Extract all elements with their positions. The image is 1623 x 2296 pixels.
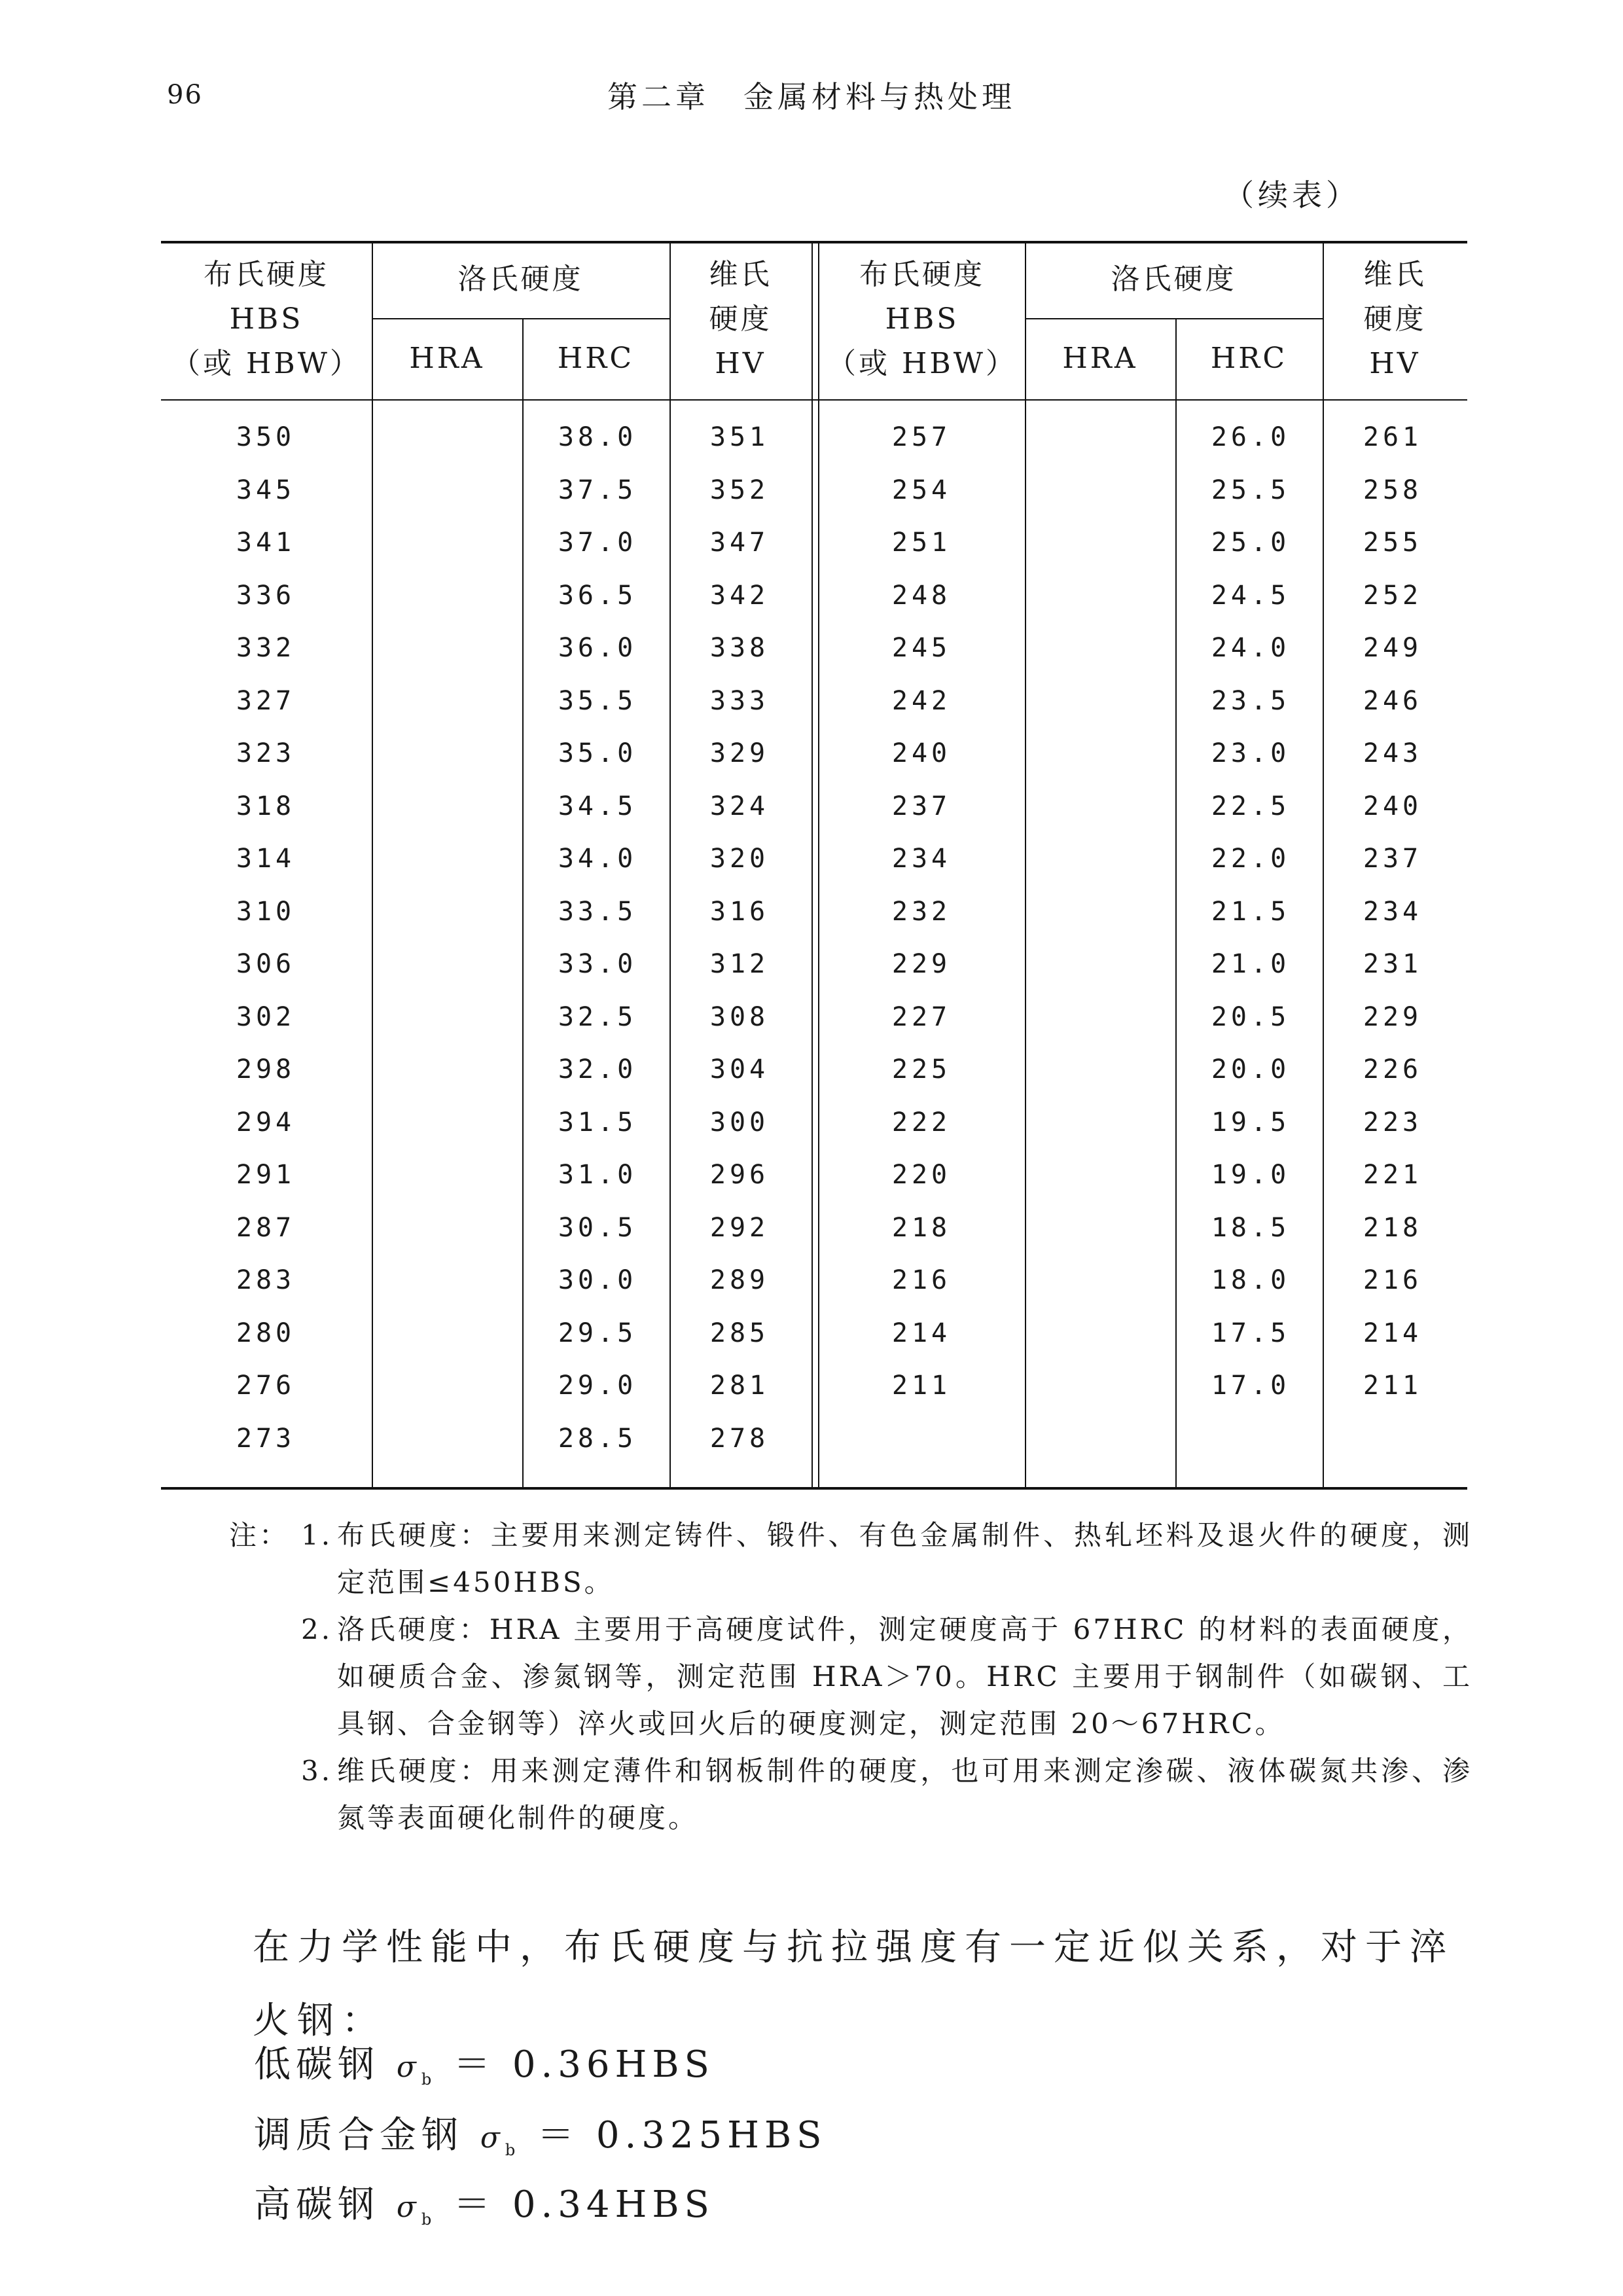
cell-hv: 258 [1363, 475, 1423, 505]
cell-hrc: 38.0 [558, 422, 637, 452]
header-hbs-line1: 布氏硬度 [204, 258, 329, 291]
cell-hbs: 280 [236, 1318, 296, 1348]
sigma-symbol: σ [480, 2121, 505, 2155]
cell-hbs: 257 [891, 422, 952, 452]
formula-expression: ＝ 0.325HBS [537, 2114, 827, 2157]
cell-hbs: 220 [891, 1160, 952, 1190]
cell-hrc: 35.0 [558, 738, 637, 768]
cell-hrc: 18.0 [1211, 1265, 1291, 1295]
cell-hrc: 30.0 [558, 1265, 637, 1295]
cell-hbs: 298 [236, 1054, 296, 1085]
cell-hrc: 36.0 [558, 633, 637, 663]
header-hbs-line3: （或 HBW） [827, 347, 1017, 380]
cell-hv: 261 [1363, 422, 1423, 452]
cell-hv: 226 [1363, 1054, 1423, 1085]
note-number: 1. [301, 1519, 333, 1551]
note-number: 2. [301, 1613, 333, 1645]
cell-hbs: 294 [236, 1107, 296, 1138]
cell-hbs: 314 [236, 844, 296, 874]
cell-hv: 308 [709, 1001, 770, 1032]
cell-hv: 229 [1363, 1001, 1423, 1032]
cell-hrc: 17.5 [1211, 1318, 1291, 1348]
cell-hrc: 37.0 [558, 528, 637, 558]
cell-hbs: 211 [891, 1371, 952, 1401]
header-hv-line3: HV [1369, 347, 1421, 380]
cell-hbs: 225 [891, 1054, 952, 1085]
cell-hrc: 19.5 [1211, 1107, 1291, 1138]
cell-hrc: 20.5 [1211, 1001, 1291, 1032]
cell-hrc: 33.5 [558, 896, 637, 927]
cell-hbs: 276 [236, 1371, 296, 1401]
cell-hbs: 216 [891, 1265, 952, 1295]
note-item [229, 1606, 1472, 1748]
cell-hbs: 227 [891, 1001, 952, 1032]
cell-hv: 320 [709, 844, 770, 874]
cell-hv: 304 [709, 1054, 770, 1085]
cell-hv: 218 [1363, 1212, 1423, 1243]
sigma-subscript: b [505, 2141, 521, 2159]
cell-hrc: 26.0 [1211, 422, 1291, 452]
cell-hv: 285 [709, 1318, 770, 1348]
cell-hrc: 24.0 [1211, 633, 1291, 663]
cell-hbs: 214 [891, 1318, 952, 1348]
cell-hbs: 310 [236, 896, 296, 927]
cell-hrc: 23.5 [1211, 685, 1291, 716]
header-hra: HRA [1062, 342, 1138, 375]
cell-hrc: 34.5 [558, 791, 637, 821]
cell-hbs: 234 [891, 844, 952, 874]
cell-hrc: 29.0 [558, 1371, 637, 1401]
cell-hbs: 327 [236, 685, 296, 716]
cell-hbs: 240 [891, 738, 952, 768]
cell-hrc: 21.5 [1211, 896, 1291, 927]
cell-hrc: 18.5 [1211, 1212, 1291, 1243]
cell-hbs: 229 [891, 949, 952, 979]
sigma-symbol: σ [396, 2051, 421, 2084]
cell-hbs: 318 [236, 791, 296, 821]
continued-label: （续表） [1224, 177, 1360, 213]
header-hv-line2: 硬度 [1363, 302, 1427, 336]
header-hv-line2: 硬度 [709, 302, 772, 336]
formula-expression: ＝ 0.34HBS [454, 2183, 715, 2226]
cell-hrc: 32.0 [558, 1054, 637, 1085]
sigma-symbol: σ [396, 2191, 421, 2224]
note-text: 洛氏硬度：HRA 主要用于高硬度试件，测定硬度高于 67HRC 的材料的表面硬度，如硬质合金、渗氮钢等，测定范围 HRA＞70。HRC 主要用于钢制件（如碳钢、工具钢、合金钢等）淬火或回火后的硬度测定，测定范围 20～67HRC。 [337, 1613, 1472, 1740]
cell-hv: 243 [1363, 738, 1423, 768]
cell-hrc: 24.5 [1211, 580, 1291, 611]
note-item [229, 1748, 1472, 1842]
cell-hbs: 251 [891, 528, 952, 558]
cell-hv: 316 [709, 896, 770, 927]
note-text: 维氏硬度：用来测定薄件和钢板制件的硬度，也可用来测定渗碳、液体碳氮共渗、渗氮等表面硬化制件的硬度。 [337, 1755, 1472, 1834]
header-rockwell: 洛氏硬度 [457, 262, 584, 296]
cell-hbs: 341 [236, 528, 296, 558]
cell-hv: 342 [709, 580, 770, 611]
cell-hrc: 32.5 [558, 1001, 637, 1032]
cell-hrc: 35.5 [558, 685, 637, 716]
paragraph-text: 在力学性能中，布氏硬度与抗拉强度有一定近似关系，对于淬火钢： [253, 1926, 1454, 2042]
cell-hbs: 287 [236, 1212, 296, 1243]
cell-hrc: 25.5 [1211, 475, 1291, 505]
cell-hv: 329 [709, 738, 770, 768]
cell-hrc: 33.0 [558, 949, 637, 979]
cell-hv: 231 [1363, 949, 1423, 979]
header-hbs-line1: 布氏硬度 [859, 258, 985, 291]
formula-expression: ＝ 0.36HBS [454, 2043, 715, 2086]
cell-hbs: 232 [891, 896, 952, 927]
cell-hbs: 345 [236, 475, 296, 505]
cell-hv: 278 [709, 1423, 770, 1454]
table-notes [229, 1512, 1472, 1842]
cell-hbs: 350 [236, 422, 296, 452]
cell-hv: 338 [709, 633, 770, 663]
cell-hv: 246 [1363, 685, 1423, 716]
cell-hbs: 242 [891, 685, 952, 716]
header-hv-line1: 维氏 [1363, 258, 1427, 291]
cell-hv: 333 [709, 685, 770, 716]
cell-hbs: 245 [891, 633, 952, 663]
cell-hv: 237 [1363, 844, 1423, 874]
cell-hbs: 283 [236, 1265, 296, 1295]
note-number: 3. [301, 1755, 333, 1787]
cell-hbs: 336 [236, 580, 296, 611]
cell-hrc: 22.5 [1211, 791, 1291, 821]
cell-hrc: 19.0 [1211, 1160, 1291, 1190]
cell-hrc: 36.5 [558, 580, 637, 611]
cell-hv: 214 [1363, 1318, 1423, 1348]
sigma-subscript: b [421, 2210, 437, 2229]
page-number: 96 [167, 80, 203, 110]
formula-low-carbon [254, 2036, 715, 2089]
cell-hrc: 37.5 [558, 475, 637, 505]
cell-hbs: 302 [236, 1001, 296, 1032]
cell-hv: 223 [1363, 1107, 1423, 1138]
cell-hv: 296 [709, 1160, 770, 1190]
sigma-subscript: b [421, 2070, 437, 2089]
cell-hv: 221 [1363, 1160, 1423, 1190]
cell-hbs: 254 [891, 475, 952, 505]
cell-hbs: 222 [891, 1107, 952, 1138]
cell-hv: 351 [709, 422, 770, 452]
cell-hrc: 25.0 [1211, 528, 1291, 558]
cell-hv: 312 [709, 949, 770, 979]
cell-hv: 324 [709, 791, 770, 821]
header-hbs-line2: HBS [229, 302, 304, 336]
cell-hbs: 273 [236, 1423, 296, 1454]
cell-hbs: 323 [236, 738, 296, 768]
cell-hrc: 23.0 [1211, 738, 1291, 768]
cell-hrc: 20.0 [1211, 1054, 1291, 1085]
chapter-title: 第二章 金属材料与热处理 [607, 79, 1016, 115]
cell-hv: 252 [1363, 580, 1423, 611]
header-hbs-line3: （或 HBW） [171, 347, 361, 380]
cell-hrc: 21.0 [1211, 949, 1291, 979]
cell-hrc: 31.0 [558, 1160, 637, 1190]
note-prefix: 注： [229, 1519, 290, 1551]
cell-hrc: 29.5 [558, 1318, 637, 1348]
cell-hv: 240 [1363, 791, 1423, 821]
cell-hrc: 17.0 [1211, 1371, 1291, 1401]
cell-hbs: 237 [891, 791, 952, 821]
formula-quenched-tempered-alloy [254, 2106, 827, 2159]
cell-hv: 300 [709, 1107, 770, 1138]
note-item [229, 1512, 1472, 1606]
cell-hbs: 306 [236, 949, 296, 979]
header-hv-line1: 维氏 [709, 258, 772, 291]
cell-hv: 234 [1363, 896, 1423, 927]
cell-hv: 352 [709, 475, 770, 505]
header-hbs-line2: HBS [885, 302, 959, 336]
formula-high-carbon [254, 2176, 715, 2229]
cell-hrc: 30.5 [558, 1212, 637, 1243]
cell-hv: 249 [1363, 633, 1423, 663]
cell-hbs: 248 [891, 580, 952, 611]
cell-hrc: 28.5 [558, 1423, 637, 1454]
note-text: 布氏硬度：主要用来测定铸件、锻件、有色金属制件、热轧坯料及退火件的硬度，测定范围≤450HBS。 [337, 1519, 1472, 1598]
cell-hv: 211 [1363, 1371, 1423, 1401]
cell-hv: 289 [709, 1265, 770, 1295]
cell-hbs: 291 [236, 1160, 296, 1190]
cell-hv: 281 [709, 1371, 770, 1401]
formula-label: 低碳钢 [254, 2043, 380, 2086]
header-hrc: HRC [1210, 342, 1288, 375]
header-hv-line3: HV [715, 347, 766, 380]
cell-hrc: 34.0 [558, 844, 637, 874]
cell-hv: 292 [709, 1212, 770, 1243]
header-hrc: HRC [557, 342, 635, 375]
cell-hbs: 332 [236, 633, 296, 663]
formula-label: 高碳钢 [254, 2183, 380, 2226]
cell-hv: 216 [1363, 1265, 1423, 1295]
cell-hrc: 22.0 [1211, 844, 1291, 874]
formula-label: 调质合金钢 [254, 2114, 463, 2157]
hardness-table [161, 241, 1467, 1491]
header-rockwell: 洛氏硬度 [1111, 262, 1237, 296]
header-hra: HRA [409, 342, 485, 375]
cell-hbs: 218 [891, 1212, 952, 1243]
cell-hrc: 31.5 [558, 1107, 637, 1138]
cell-hv: 347 [709, 528, 770, 558]
cell-hv: 255 [1363, 528, 1423, 558]
